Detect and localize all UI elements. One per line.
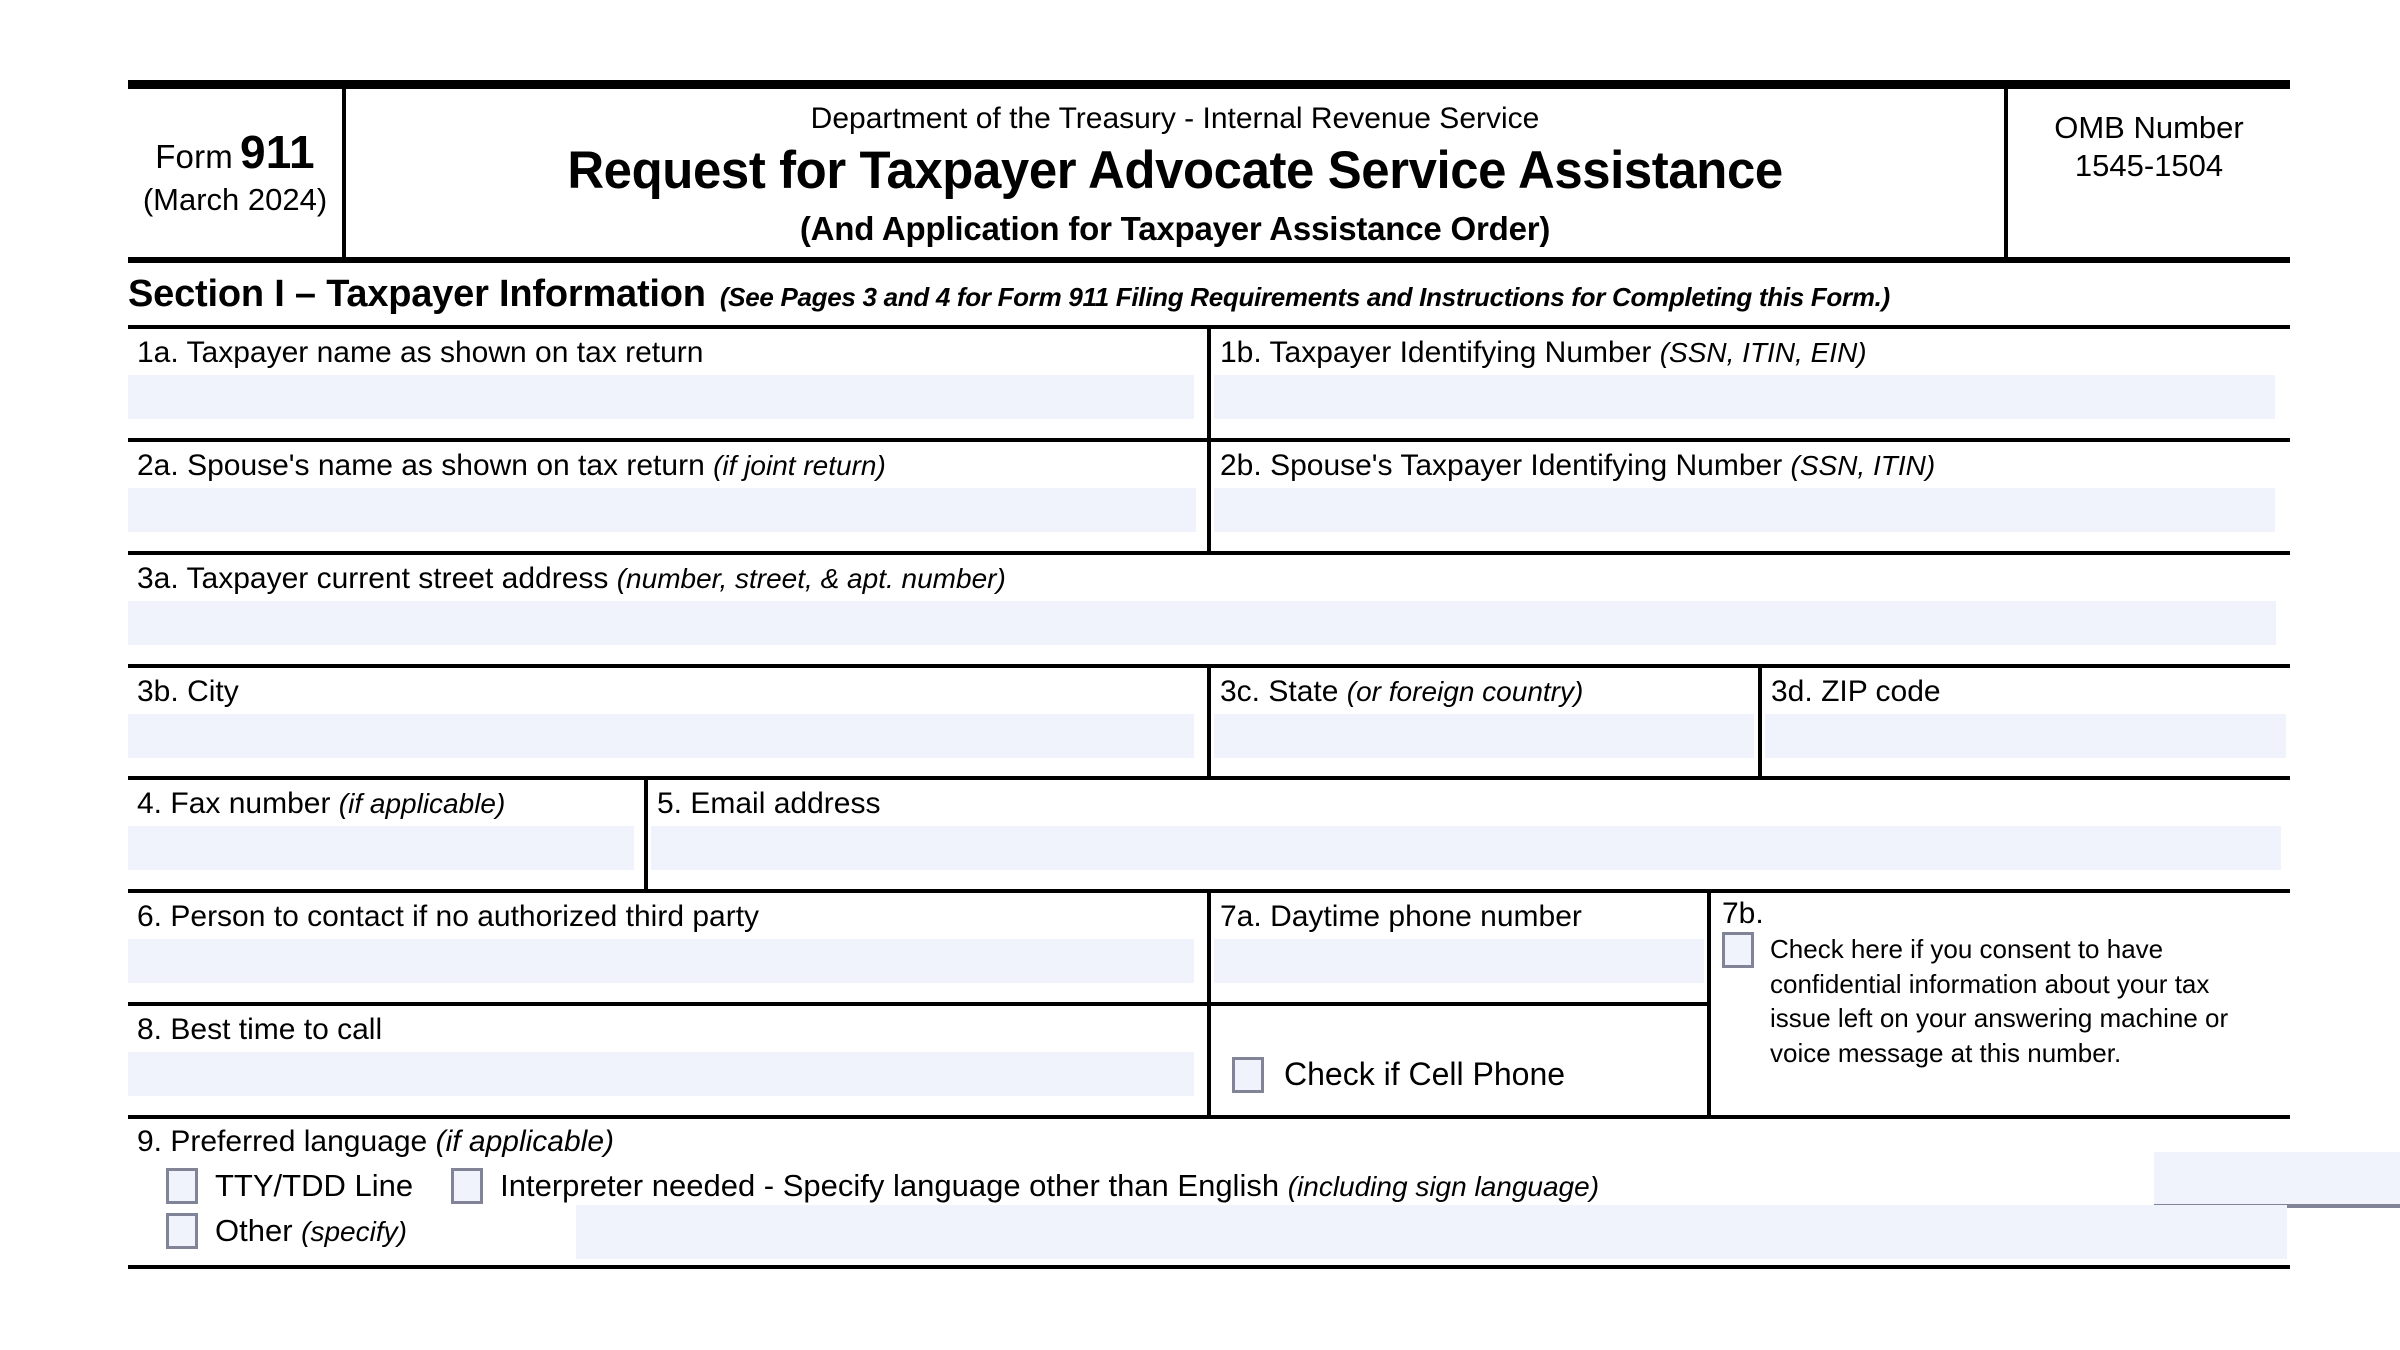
- field-4-text: Fax number: [170, 787, 331, 820]
- language-option-row-2: [128, 1213, 2290, 1249]
- other-language-input[interactable]: [576, 1205, 2287, 1259]
- interpreter-label-hint: (including sign language): [1287, 1171, 1600, 1202]
- form-number: 911: [239, 125, 315, 178]
- cell-phone-checkbox-label: Check if Cell Phone: [1284, 1056, 1566, 1092]
- field-6-8-stack: [128, 893, 1207, 1115]
- field-7b-number: 7b.: [1722, 897, 1764, 930]
- field-3d: [1758, 668, 2286, 776]
- taxpayer-information-grid: [128, 325, 2290, 1269]
- omb-number: 1545-1504: [2074, 147, 2224, 183]
- field-1a: [128, 329, 1207, 438]
- field-3d-number: 3d.: [1771, 675, 1813, 708]
- row-3bcd: [128, 668, 2290, 780]
- field-3d-text: ZIP code: [1821, 675, 1941, 708]
- other-label-hint: (specify): [301, 1216, 407, 1247]
- field-9-number: 9.: [137, 1125, 163, 1158]
- field-3b-text: City: [187, 675, 239, 708]
- field-1b-hint: (SSN, ITIN, EIN): [1659, 337, 1867, 368]
- tty-tdd-checkbox-label: TTY/TDD Line: [215, 1168, 414, 1203]
- field-2a-label: [128, 448, 1207, 483]
- section-i-title: Section I – Taxpayer Information: [128, 273, 706, 315]
- form-subtitle: (And Application for Taxpayer Assistance Order): [799, 210, 1551, 248]
- language-option-row-1: [128, 1168, 2290, 1204]
- field-1b-text: Taxpayer Identifying Number: [1269, 336, 1652, 369]
- field-2a-input[interactable]: [128, 488, 1196, 532]
- department-line: Department of the Treasury - Internal Revenue Service: [810, 102, 1540, 135]
- section-i-note: (See Pages 3 and 4 for Form 911 Filing Requirements and Instructions for Completing this Form.): [719, 282, 1890, 312]
- field-1a-input[interactable]: [128, 375, 1194, 419]
- field-2b-text: Spouse's Taxpayer Identifying Number: [1270, 449, 1783, 482]
- field-2b-number: 2b.: [1220, 449, 1262, 482]
- row-6-7-8: [128, 893, 2290, 1119]
- omb-block: [2008, 89, 2290, 257]
- field-9-label: [128, 1119, 2290, 1159]
- field-7a-label: [1211, 899, 1707, 934]
- field-9-text: Preferred language: [170, 1125, 428, 1158]
- cell-phone-checkbox-icon[interactable]: [1232, 1057, 1264, 1093]
- field-5-number: 5.: [657, 787, 683, 820]
- field-3a-input[interactable]: [128, 601, 2276, 645]
- field-8-input[interactable]: [128, 1052, 1194, 1096]
- other-label-text: Other: [215, 1213, 293, 1248]
- row-2: [128, 442, 2290, 555]
- field-8-label: [128, 1012, 1207, 1047]
- cell-phone-checkbox-row[interactable]: [1211, 1006, 1707, 1119]
- field-3c-number: 3c.: [1220, 675, 1261, 708]
- field-7a-input[interactable]: [1214, 939, 1704, 983]
- consent-checkbox-icon[interactable]: [1722, 932, 1754, 968]
- tty-tdd-checkbox-icon[interactable]: [166, 1168, 198, 1204]
- row-3a: [128, 555, 2290, 668]
- form-label: Form: [155, 137, 233, 175]
- field-2b-label: [1211, 448, 2286, 483]
- field-3d-label: [1762, 674, 2286, 709]
- field-2a-number: 2a.: [137, 449, 179, 482]
- field-3a-text: Taxpayer current street address: [186, 562, 609, 595]
- field-6-number: 6.: [137, 900, 163, 933]
- form-title: Request for Taxpayer Advocate Service Assistance: [567, 141, 1783, 200]
- field-1b-number: 1b.: [1220, 336, 1262, 369]
- field-2b-hint: (SSN, ITIN): [1790, 450, 1936, 481]
- field-3a-number: 3a.: [137, 562, 179, 595]
- field-2a-hint: (if joint return): [713, 450, 886, 481]
- form-title-block: [346, 89, 2008, 257]
- section-i-banner: [128, 263, 2290, 325]
- consent-checkbox-label: Check here if you consent to have confidential information about your tax issue left on your answering machine or voice message at this number.: [1770, 934, 2229, 1068]
- field-5-input[interactable]: [651, 826, 2281, 870]
- field-3c-input[interactable]: [1214, 714, 1754, 758]
- field-6-label: [128, 899, 1207, 934]
- field-5: [644, 780, 2286, 889]
- field-4-label: [128, 786, 644, 821]
- field-6-text: Person to contact if no authorized third party: [170, 900, 760, 933]
- field-8-text: Best time to call: [170, 1013, 383, 1046]
- field-6-input[interactable]: [128, 939, 1194, 983]
- field-1b-input[interactable]: [1214, 375, 2275, 419]
- field-1b-label: [1211, 335, 2286, 370]
- field-1a-text: Taxpayer name as shown on tax return: [186, 336, 704, 369]
- field-7a: [1207, 893, 1707, 1115]
- interpreter-checkbox-label: [500, 1168, 1599, 1204]
- form-identity-block: [128, 89, 346, 257]
- form-number-line: [155, 125, 315, 178]
- field-5-text: Email address: [690, 787, 881, 820]
- field-8: [128, 1006, 1207, 1119]
- field-4-input[interactable]: [128, 826, 634, 870]
- field-7b: [1707, 893, 2286, 1115]
- field-3a-hint: (number, street, & apt. number): [616, 563, 1006, 594]
- field-3a-label: [128, 561, 2286, 596]
- field-4: [128, 780, 644, 889]
- form-revision-date: (March 2024): [142, 182, 328, 218]
- irs-form-911: [128, 80, 2290, 1269]
- field-1b: [1207, 329, 2286, 438]
- header-top-rule: [128, 80, 2290, 89]
- other-language-checkbox-label: [215, 1213, 407, 1249]
- form-header: [128, 89, 2290, 257]
- field-6: [128, 893, 1207, 1006]
- field-3d-input[interactable]: [1765, 714, 2286, 758]
- other-language-checkbox-icon[interactable]: [166, 1213, 198, 1249]
- field-8-number: 8.: [137, 1013, 163, 1046]
- interpreter-checkbox-icon[interactable]: [451, 1168, 483, 1204]
- row-1: [128, 329, 2290, 442]
- field-3b-input[interactable]: [128, 714, 1194, 758]
- field-7a-upper: [1211, 893, 1707, 1006]
- consent-checkbox-row[interactable]: [1711, 930, 2286, 1070]
- field-7a-text: Daytime phone number: [1270, 900, 1582, 933]
- field-3c: [1207, 668, 1758, 776]
- field-2a-text: Spouse's name as shown on tax return: [187, 449, 705, 482]
- interpreter-label-text: Interpreter needed - Specify language other than English: [500, 1168, 1280, 1203]
- field-2b: [1207, 442, 2286, 551]
- field-4-number: 4.: [137, 787, 163, 820]
- field-1a-label: [128, 335, 1207, 370]
- field-3c-hint: (or foreign country): [1346, 676, 1584, 707]
- field-3c-text: State: [1268, 675, 1339, 708]
- field-9-hint: (if applicable): [435, 1125, 614, 1158]
- field-1a-number: 1a.: [137, 336, 179, 369]
- row-9: [128, 1119, 2290, 1269]
- field-4-hint: (if applicable): [338, 788, 506, 819]
- field-3a: [128, 555, 2286, 664]
- field-2b-input[interactable]: [1214, 488, 2275, 532]
- field-3c-label: [1211, 674, 1758, 709]
- field-5-label: [648, 786, 2286, 821]
- field-2a: [128, 442, 1207, 551]
- field-3b-number: 3b.: [137, 675, 179, 708]
- field-7a-number: 7a.: [1220, 900, 1262, 933]
- row-4-5: [128, 780, 2290, 893]
- interpreter-language-input[interactable]: [2154, 1152, 2400, 1208]
- omb-label: OMB Number: [2054, 110, 2244, 145]
- field-3b-label: [128, 674, 1207, 709]
- field-3b: [128, 668, 1207, 776]
